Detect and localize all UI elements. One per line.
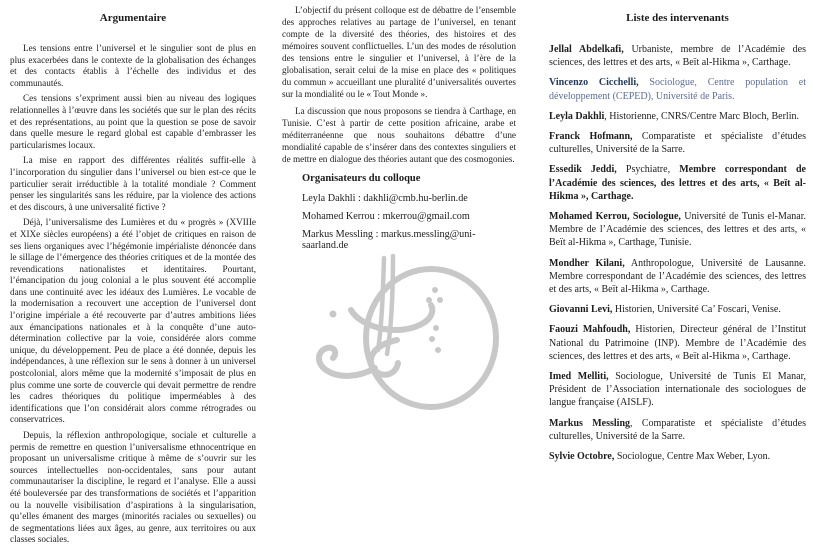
- speaker-entry: [549, 417, 806, 443]
- speaker-name: Essedik Jeddi,: [549, 164, 617, 176]
- speaker-name: Franck Hofmann,: [549, 131, 633, 143]
- speaker-entry: [549, 210, 806, 250]
- column-argumentaire: [10, 0, 256, 550]
- speaker-name: Markus Messling: [549, 417, 631, 429]
- intervenants-title: Liste des intervenants: [626, 12, 729, 24]
- speaker-entry: [549, 303, 806, 316]
- speaker-description: Anthropologue, Université de Lausanne. Membre correspondant de l’Académie des sciences, des lettres et des arts, « Beït al-Hikma », Carthage.: [549, 257, 806, 296]
- speaker-name: Sylvie Octobre,: [549, 451, 615, 463]
- argumentaire-paragraph: Depuis, la réflexion anthropologique, sociale et culturelle a permis de remettre en question l’universalisme ethnocentrique en proposant un universalisme critique à même de s’ouvrir sur les sources intellectuelles non-occidentales, sans pour autant communautariser la discipline, le regard et l’analyse. Elle a aussi été bouleversée par des transformations de sociétés et l’apparition ou la nouvelle visibilisation d’aspirations à la singularisation, qu’elles émanent des marges (minorités raciales ou sexuelles) ou de segmentations liées aux âges, au genre, aux territoires ou aux classes sociales.: [10, 430, 256, 545]
- speaker-description: Urbaniste, membre de l’Académie des sciences, des lettres et des arts, « Beït al-Hikma », Carthage.: [549, 44, 806, 69]
- column-intervenants: [549, 0, 806, 470]
- argumentaire-title: Argumentaire: [99, 12, 167, 24]
- speaker-name: Jellal Abdelkafi,: [549, 44, 624, 55]
- speaker-name: Imed Melliti,: [549, 371, 609, 383]
- speaker-description: , Comparatiste et spécialiste d’études culturelles, Université de la Sarre.: [549, 417, 806, 442]
- calligraphy-icon: [305, 250, 505, 420]
- beit-al-hikma-logo-icon: [305, 250, 505, 420]
- speaker-name: Giovanni Levi,: [549, 304, 613, 316]
- speaker-entry: [549, 43, 806, 69]
- speaker-description: Université de Tunis el-Manar. Membre de l’Académie des sciences, des lettres et des arts, « Beït al-Hikma », Carthage, Tunisie.: [549, 211, 806, 249]
- speaker-entry: [549, 450, 806, 463]
- speaker-name: Mohamed Kerrou,: [549, 211, 630, 223]
- colloque-paragraph: La discussion que nous proposons se tiendra à Carthage, en Tunisie. C’est à partir de cette position africaine, arabe et méditerranéenne que nous souhaitons débattre d’une mondialité capable de s’insérer dans des contextes singuliers et de mettre en dialogue des théories autant que des cosmogonies.: [282, 106, 516, 164]
- organizer-contact-line: Mohamed Kerrou : mkerrou@gmail.com: [302, 211, 470, 222]
- speaker-entry: [549, 76, 806, 102]
- colloque-paragraphs: [282, 4, 516, 165]
- speaker-description: , Historienne, CNRS/Centre Marc Bloch, Berlin.: [604, 110, 799, 122]
- organizers-list: [302, 193, 516, 251]
- speaker-entry: [549, 110, 806, 123]
- speaker-entry: [549, 257, 806, 297]
- argumentaire-paragraph: Ces tensions s’expriment aussi bien au niveau des logiques relationnelles à l’œuvre dans les sociétés que sur le plan des récits et des représentations, au point que la question se pose de savoir dans quelle mesure le regard global est capable d’embrasser les particularismes locaux.: [10, 93, 256, 150]
- organizer-contact-line: Leyla Dakhli : dakhli@cmb.hu-berlin.de: [302, 193, 468, 204]
- argumentaire-paragraph: Les tensions entre l’universel et le singulier sont de plus en plus exacerbées dans le contexte de la globalisation des échanges et des contacts établis à l’échelle des individus et des communautés.: [10, 43, 256, 88]
- speaker-description: Historien, Université Ca’ Foscari, Venise.: [612, 304, 781, 316]
- speaker-description: Sociologue, Université de Tunis El Manar, Président de l’Association internationale des sociologues de langue française (AISLF).: [549, 371, 807, 409]
- speaker-entry: [549, 370, 806, 410]
- speaker-name: Sociologue,: [629, 211, 681, 223]
- organizers-block: [282, 173, 516, 251]
- organizers-heading: Organisateurs du colloque: [302, 173, 421, 184]
- speaker-description: Sociologue, Centre population et développement (CEPED), Université de Paris.: [549, 77, 807, 102]
- speaker-entry: [549, 323, 806, 363]
- speaker-name: Mondher Kilani,: [549, 257, 625, 269]
- column-colloque: [282, 0, 516, 258]
- organizer-contact-line: Markus Messling : markus.messling@uni-saarland.de: [302, 229, 476, 251]
- speaker-description: Historien, Directeur général de l’Institut National du Patrimoine (INP). Membre de l’Académie des sciences, des lettres et des arts, « Beït al-Hikma », Carthage.: [549, 324, 806, 362]
- speaker-entry: [549, 163, 806, 203]
- speaker-name: Vincenzo Cicchelli,: [549, 77, 639, 89]
- argumentaire-paragraph: La mise en rapport des différentes réalités suffit-elle à l’incorporation du singulier dans l’universel ou bien est-ce que le particulier serait irréductible à la totalité mondiale ? Comment penser les singularités sans les réduire, par la violence des actions et des discours, à une universalité fictive ?: [10, 155, 256, 212]
- speaker-description: Psychiatre,: [616, 164, 680, 176]
- speaker-name: Leyla Dakhli: [549, 110, 605, 122]
- speaker-description: Comparatiste et spécialiste d’études culturelles, Université de la Sarre.: [549, 131, 806, 156]
- speakers-list: [549, 43, 806, 463]
- speaker-description: Sociologue, Centre Max Weber, Lyon.: [614, 451, 771, 463]
- argumentaire-paragraph: Déjà, l’universalisme des Lumières et du « progrès » (XVIIIe et XIXe siècles européens) a été l’objet de critiques en raison de ses liens organiques avec l’hégémonie impérialiste dénoncée dans le sillage de l’émergence des théories critiques et de la montée des revendications nationalistes et identitaires. Pourtant, l’émancipation du joug colonial a le plus souvent été accomplie dans une continuité avec les idéaux des Lumières. Le vocable de la modernisation a recouvert une acception de l’universel dont l’origine impériale a été recouverte par d’autres ambitions liées aux émancipations nationales et à la conquête d’une auto-détermination collective par la voie, considérée alors comme unique, du développement. Peu de place a été donnée, depuis les indépendances, à une réflexion sur le sens à donner à un universel postcolonial, alors même que la modernité s’imposait de plus en plus comme une sorte de couvercle qui devait permettre de rendre les cadres théoriques du politique imperméables à des identifications que l’on considérait alors comme rétrogrades ou conservatrices.: [10, 217, 256, 425]
- speaker-entry: [549, 130, 806, 156]
- argumentaire-paragraphs: [10, 43, 256, 546]
- colloque-paragraph: L’objectif du présent colloque est de débattre de l’ensemble des approches relatives au partage de l’universel, en tenant compte de la diversité des théories, des histoires et des mémoires souvent conflictuelles. L’un des modes de résolution des tensions entre le singulier et l’universel, à l’ère de la globalisation, serait celui de la mise en place des « politiques du commun » accueillant une pluralité d’universalités ouvertes sur la mondialité ou le « Tout Monde ».: [282, 5, 516, 99]
- speaker-name: Faouzi Mahfoudh,: [549, 324, 631, 336]
- speaker-name: Membre correspondant de l’Académie des sciences, des lettres et des arts, « Beït al-Hikma », Carthage.: [549, 164, 806, 202]
